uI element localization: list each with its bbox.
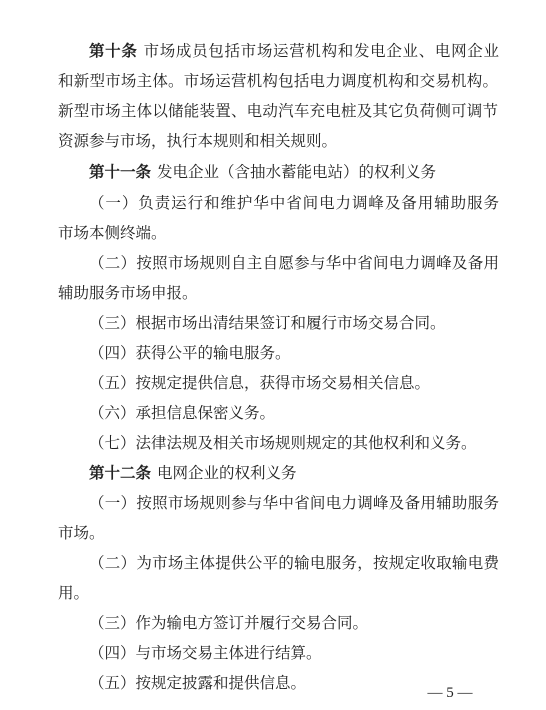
article-11-item-4: （四）获得公平的输电服务。: [89, 344, 291, 362]
article-11-heading-line: [89, 162, 499, 182]
article-11-item-1-line-2: 市场本侧终端。: [58, 224, 167, 242]
article-11-heading: 第十一条: [89, 163, 152, 181]
article-11-item-5: （五）按规定提供信息，获得市场交易相关信息。: [89, 374, 431, 392]
article-12-item-2-line-1: （二）为市场主体提供公平的输电服务，按规定收取输电费: [89, 554, 499, 572]
article-12-item-1-line-2: 市场。: [58, 524, 105, 542]
article-10-line-2: 和新型市场主体。市场运营机构包括电力调度机构和交易机构。: [58, 72, 498, 90]
article-10-heading: 第十条: [89, 42, 138, 60]
article-12-heading: 第十二条: [89, 464, 152, 482]
article-12-heading-line: [89, 463, 499, 483]
article-12-item-4: （四）与市场交易主体进行结算。: [89, 644, 322, 662]
article-10-line-4: 资源参与市场，执行本规则和相关规则。: [58, 132, 338, 150]
page-number: — 5 —: [427, 685, 473, 701]
article-12-title: 电网企业的权利义务: [157, 464, 297, 482]
article-10-text-1: 市场成员包括市场运营机构和发电企业、电网企业: [143, 42, 499, 60]
article-11-item-6: （六）承担信息保密义务。: [89, 404, 276, 422]
article-11-title: 发电企业（含抽水蓄能电站）的权利义务: [157, 163, 437, 181]
article-12-item-5: （五）按规定披露和提供信息。: [89, 674, 307, 692]
article-11-item-1-line-1: （一）负责运行和维护华中省间电力调峰及备用辅助服务: [89, 194, 499, 212]
article-12-item-2-line-2: 用。: [58, 584, 90, 602]
article-10-line-1: [89, 41, 499, 61]
article-11-item-2-line-2: 辅助服务市场申报。: [58, 284, 198, 302]
article-10-line-3: 新型市场主体以储能装置、电动汽车充电桩及其它负荷侧可调节: [58, 102, 498, 120]
article-11-item-7: （七）法律法规及相关市场规则规定的其他权利和义务。: [89, 434, 477, 452]
article-11-item-3: （三）根据市场出清结果签订和履行市场交易合同。: [89, 314, 446, 332]
article-12-item-3: （三）作为输电方签订并履行交易合同。: [89, 614, 369, 632]
article-11-item-2-line-1: （二）按照市场规则自主自愿参与华中省间电力调峰及备用: [89, 254, 499, 272]
article-12-item-1-line-1: （一）按照市场规则参与华中省间电力调峰及备用辅助服务: [89, 494, 499, 512]
